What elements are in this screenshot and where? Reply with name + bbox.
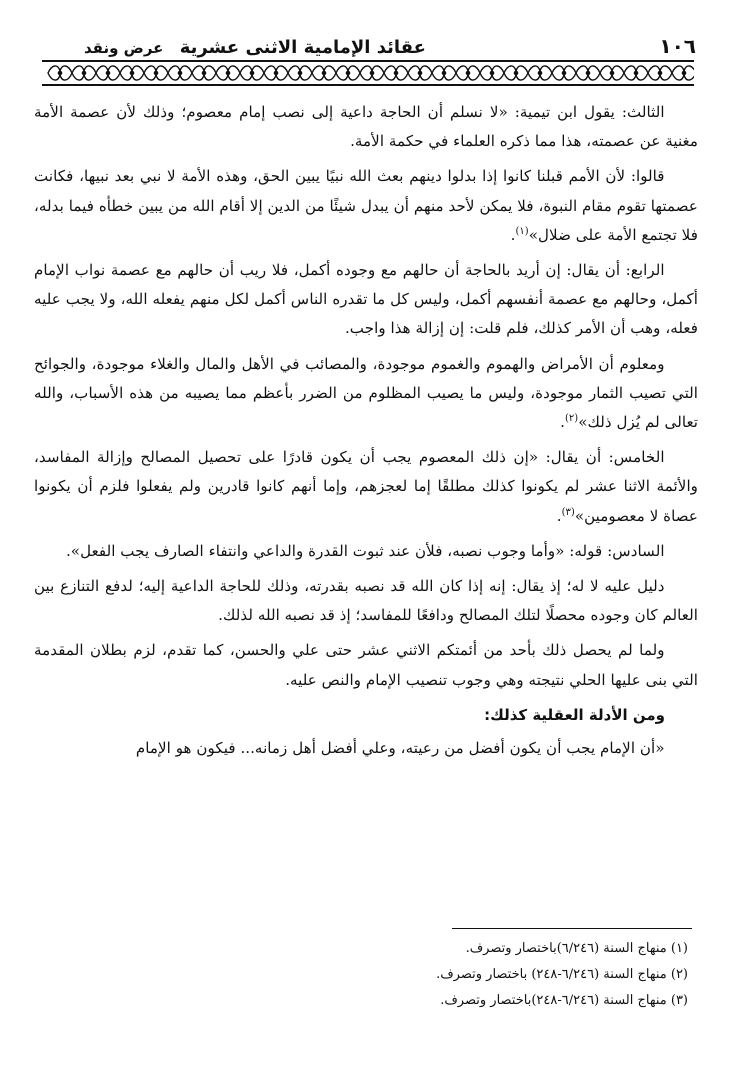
section-heading-rational-evidence: ومن الأدلة العقلية كذلك: [484, 705, 665, 724]
paragraph-fifth-argument: الخامس: أن يقال: «إن ذلك المعصوم يجب أن يكون قادرًا على تحصيل المصالح وإزالة المفاسد، والأئمة الاثنا عشر لم يكونوا كذلك مطلقًا إما لعجزهم، وإما أنهم كانوا قادرين ولم يفعلوا فلزم أن يكونوا عصاة لا معصومين»$^{(٣)}$. [34, 448, 698, 525]
paragraph-they-said: قالوا: لأن الأمم قبلنا كانوا إذا بدلوا دينهم بعث الله نبيًا يبين الحق، وهذه الأمة لا نبي بعد نبيها، فكانت عصمتها تقوم مقام النبوة، فلا يمكن لأحد منهم أن يبدل شيئًا من الدين إلا أقام الله من يبين خطأه فيما بدله، فلا تجتمع الأمة على ضلال»$^{(١)}$. [34, 167, 698, 244]
footnote-1: (١) منهاج السنة (٦/٢٤٦)باختصار وتصرف. [465, 941, 688, 956]
paragraph-known-calamities: ومعلوم أن الأمراض والهموم والغموم موجودة، والمصائب في الأهل والمال والغلاء موجودة، والجوائح التي تصيب الثمار موجودة، وليس ما يصيب المظلوم من الضرر بأعظم مما يصيبه من هذه الأسباب، والله تعالى لم يُزل ذلك»$^{(٢)}$. [34, 354, 698, 432]
decorative-border-ornament [42, 58, 694, 88]
footnotes [48, 936, 688, 1014]
page-number: ١٠٦ [659, 34, 696, 58]
paragraph-evidence-against: دليل عليه لا له؛ إذ يقال: إنه إذا كان الله قد نصبه بقدرته، وذلك للحاجة الداعية إليه؛ لدفع التنازع بين العالم كان وجوده محصلًا لتلك المصالح ودافعًا للمفاسد؛ إذ قد نصبه الله لذلك. [34, 577, 698, 625]
footnote-3: (٣) منهاج السنة (٦/٢٤٦-٢٤٨)باختصار وتصرف. [440, 993, 688, 1008]
running-title [84, 37, 426, 58]
main-text [34, 98, 698, 769]
page-header [40, 26, 696, 58]
paragraph-fourth-argument: الرابع: أن يقال: إن أريد بالحاجة أن حالهم مع وجوده أكمل، فلا ريب أن حالهم مع عصمة نواب الإمام أكمل، وحالهم مع عصمة أنفسهم أكمل، وليس كل ما تقدره الناس أكمل لكل منهم يفعله الله، ولا يجب عليه فعله، وهب أن الأمر كذلك، فلم قلت: إن إزالة هذا واجب. [34, 261, 698, 338]
paragraph-imam-most-virtuous: «أن الإمام يجب أن يكون أفضل من رعيته، وعلي أفضل أهل زمانه... فيكون هو الإمام [135, 739, 665, 758]
book-title: عقائد الإمامية الاثنى عشرية [179, 37, 426, 58]
footnote-2: (٢) منهاج السنة (٦/٢٤٦-٢٤٨) باختصار وتصرف. [436, 967, 688, 982]
footnote-separator [452, 928, 692, 929]
paragraph-third-argument: الثالث: يقول ابن تيمية: «لا نسلم أن الحاجة داعية إلى نصب إمام معصوم؛ وذلك لأن عصمة الأمة مغنية عن عصمته، هذا مما ذكره العلماء في حكمة الأمة. [34, 103, 698, 151]
paragraph-conclusion: ولما لم يحصل ذلك بأحد من أئمتكم الاثني عشر حتى علي والحسن، كما تقدم، لزم بطلان المقدمة التي بنى عليها الحلي نتيجته وهي وجوب تنصيب الإمام والنص عليه. [34, 641, 698, 689]
paragraph-sixth-argument: السادس: قوله: «وأما وجوب نصبه، فلأن عند ثبوت القدرة والداعي وانتفاء الصارف يجب الفعل». [65, 541, 665, 560]
book-subtitle: عرض ونقد [84, 39, 164, 57]
